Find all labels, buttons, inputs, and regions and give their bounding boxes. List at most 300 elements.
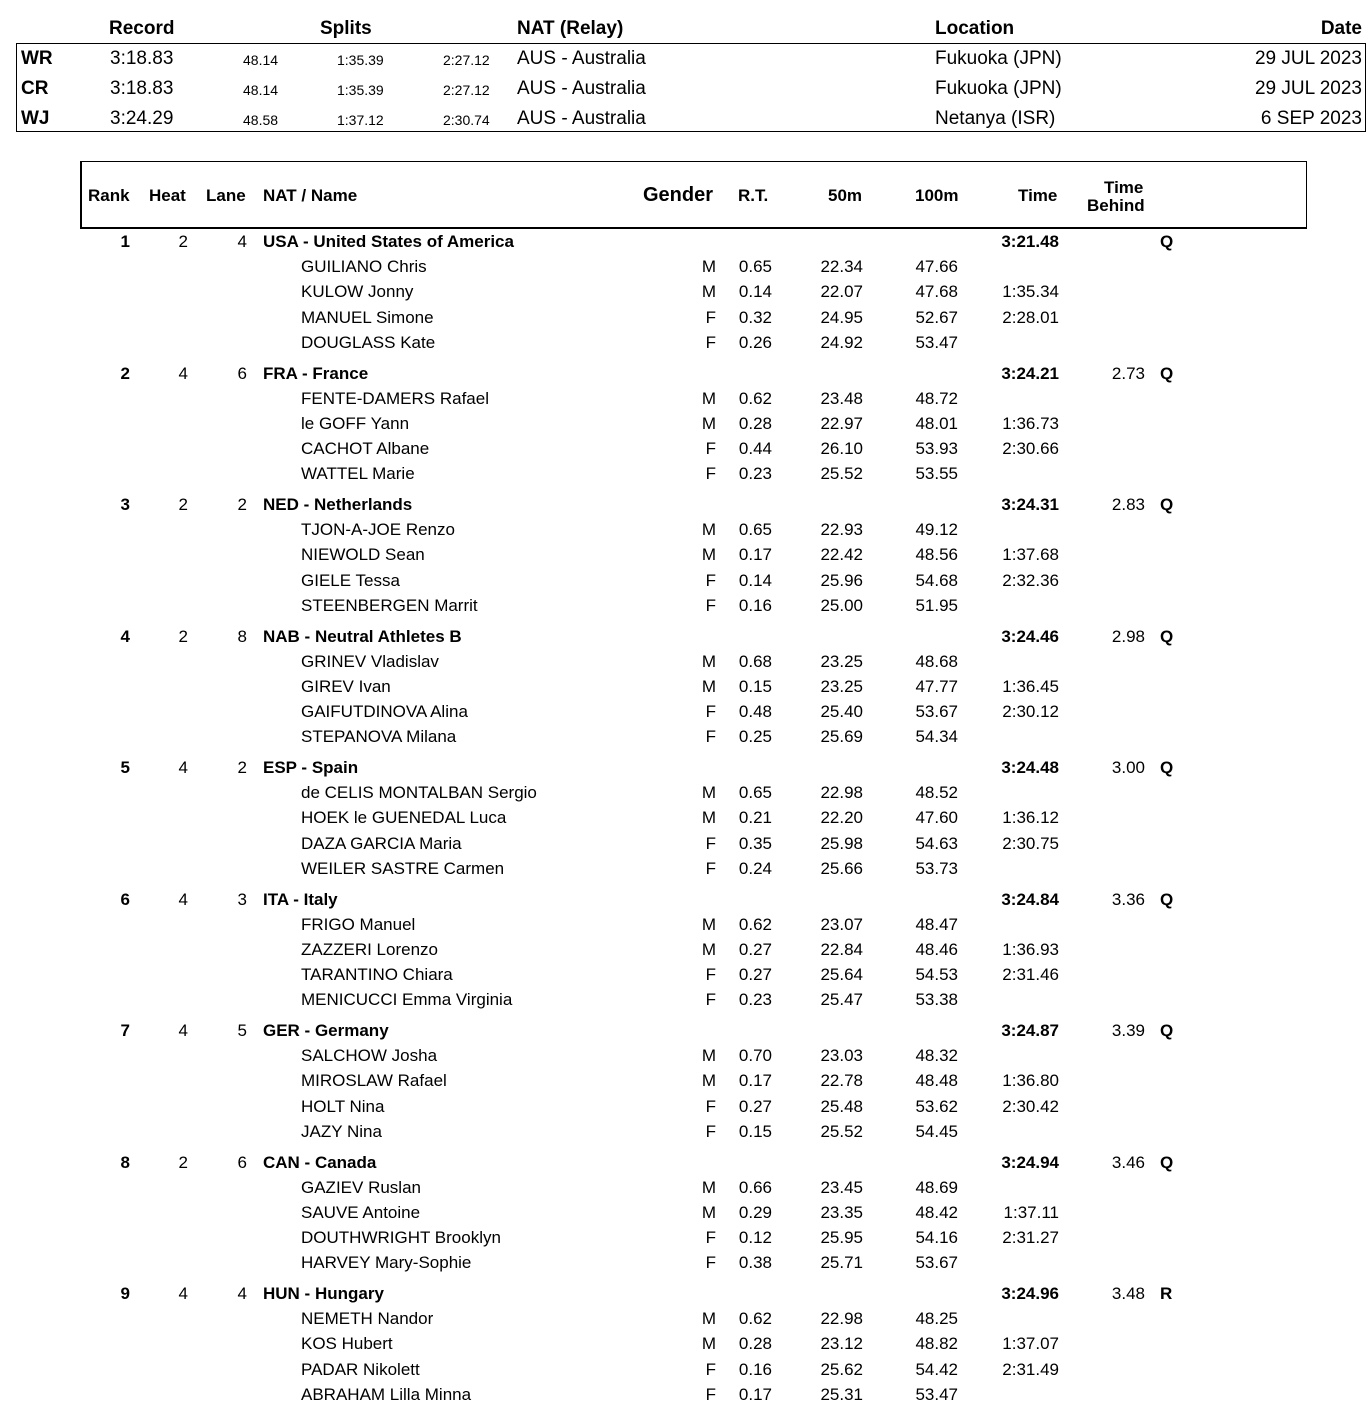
swimmer-row xyxy=(0,677,1370,701)
swimmer-reaction-time: 0.14 xyxy=(738,282,772,302)
record-nat: AUS - Australia xyxy=(517,78,646,99)
swimmer-cumulative-split: 1:35.34 xyxy=(1002,282,1059,302)
team-nat: FRA - France xyxy=(263,363,369,383)
team-row xyxy=(0,758,1370,782)
header-time-behind-line1: Time xyxy=(1104,178,1144,197)
swimmer-gender: M xyxy=(701,1071,716,1091)
swimmer-name: GUILIANO Chris xyxy=(301,257,427,276)
swimmer-gender: F xyxy=(705,1121,716,1141)
team-time: 3:24.84 xyxy=(1001,889,1059,909)
swimmer-100m: 48.82 xyxy=(915,1334,958,1354)
swimmer-row xyxy=(0,1178,1370,1202)
team-row xyxy=(0,1284,1370,1308)
swimmer-cumulative-split: 2:30.66 xyxy=(1002,439,1059,459)
team-nat: USA - United States of America xyxy=(263,232,514,251)
swimmer-reaction-time: 0.24 xyxy=(738,858,772,878)
records-header-date: Date xyxy=(1320,18,1362,39)
swimmer-gender: F xyxy=(705,439,716,459)
swimmer-50m: 25.98 xyxy=(820,833,863,853)
swimmer-cumulative-split: 2:32.36 xyxy=(1002,570,1059,590)
swimmer-name: STEPANOVA Milana xyxy=(301,727,457,747)
team-heat: 4 xyxy=(178,1284,188,1303)
swimmer-cumulative-split: 1:36.93 xyxy=(1002,939,1059,959)
swimmer-50m: 26.10 xyxy=(820,439,863,459)
swimmer-50m: 25.40 xyxy=(820,702,863,722)
swimmer-50m: 23.03 xyxy=(820,1046,863,1065)
swimmer-cumulative-split: 1:36.80 xyxy=(1002,1071,1059,1091)
swimmer-reaction-time: 0.38 xyxy=(738,1253,772,1273)
swimmer-100m: 48.46 xyxy=(915,939,958,959)
swimmer-gender: F xyxy=(705,595,716,615)
team-time: 3:24.94 xyxy=(1001,1152,1059,1172)
swimmer-reaction-time: 0.62 xyxy=(738,1309,772,1328)
swimmer-cumulative-split: 1:36.12 xyxy=(1002,808,1059,828)
header-rank: Rank xyxy=(88,186,130,205)
swimmer-name: HARVEY Mary-Sophie xyxy=(301,1253,472,1273)
swimmer-50m: 22.42 xyxy=(820,545,863,565)
team-time-behind: 3.00 xyxy=(1111,758,1145,777)
swimmer-name: GAIFUTDINOVA Alina xyxy=(301,702,468,722)
team-time-behind: 3.39 xyxy=(1111,1021,1145,1040)
swimmer-reaction-time: 0.27 xyxy=(738,939,772,959)
team-row xyxy=(0,364,1370,388)
records-table xyxy=(16,18,1366,132)
team-time-behind: 2.83 xyxy=(1111,495,1145,514)
swimmer-row xyxy=(0,1309,1370,1333)
swimmer-cumulative-split: 2:28.01 xyxy=(1002,307,1059,327)
swimmer-100m: 54.68 xyxy=(915,570,958,590)
swimmer-cumulative-split: 1:36.45 xyxy=(1002,676,1059,696)
swimmer-row xyxy=(0,1334,1370,1358)
swimmer-100m: 47.68 xyxy=(915,282,958,302)
record-split-3: 2:30.74 xyxy=(443,112,490,128)
swimmer-reaction-time: 0.12 xyxy=(738,1228,772,1248)
team-heat: 2 xyxy=(178,1152,188,1172)
record-location: Netanya (ISR) xyxy=(935,108,1056,129)
swimmer-50m: 23.25 xyxy=(820,676,863,696)
team-block xyxy=(0,623,1370,755)
swimmer-50m: 25.48 xyxy=(820,1096,863,1116)
swimmer-100m: 54.45 xyxy=(915,1121,958,1141)
swimmer-reaction-time: 0.17 xyxy=(738,1384,772,1404)
swimmer-50m: 22.98 xyxy=(820,783,863,802)
swimmer-row xyxy=(0,333,1370,357)
swimmer-100m: 53.62 xyxy=(915,1096,958,1116)
record-split-1: 48.58 xyxy=(243,112,279,128)
swimmer-100m: 53.55 xyxy=(915,464,958,484)
swimmer-row xyxy=(0,520,1370,544)
swimmer-reaction-time: 0.62 xyxy=(738,914,772,934)
swimmer-50m: 24.92 xyxy=(820,332,863,352)
team-time-behind: 2.98 xyxy=(1111,626,1145,646)
team-time: 3:21.48 xyxy=(1001,232,1059,251)
team-nat: CAN - Canada xyxy=(263,1152,377,1172)
team-heat: 2 xyxy=(178,495,188,514)
swimmer-gender: F xyxy=(705,1096,716,1116)
swimmer-100m: 51.95 xyxy=(915,595,958,615)
team-lane: 6 xyxy=(237,1152,247,1172)
swimmer-name: GIREV Ivan xyxy=(301,676,391,696)
record-code: WR xyxy=(21,48,53,69)
swimmer-name: WEILER SASTRE Carmen xyxy=(301,858,505,878)
swimmer-reaction-time: 0.17 xyxy=(738,1071,772,1091)
header-rt: R.T. xyxy=(738,186,769,205)
swimmer-reaction-time: 0.29 xyxy=(738,1202,772,1222)
swimmer-name: MANUEL Simone xyxy=(301,307,434,327)
swimmer-name: KULOW Jonny xyxy=(301,282,414,302)
record-date: 6 SEP 2023 xyxy=(1260,108,1362,129)
team-lane: 8 xyxy=(237,626,247,646)
swimmer-name: de CELIS MONTALBAN Sergio xyxy=(301,783,537,802)
swimmer-reaction-time: 0.17 xyxy=(738,545,772,565)
record-split-1: 48.14 xyxy=(243,52,279,68)
swimmer-row xyxy=(0,439,1370,463)
swimmer-cumulative-split: 2:31.46 xyxy=(1002,965,1059,985)
swimmer-100m: 47.66 xyxy=(915,257,958,276)
team-row xyxy=(0,890,1370,914)
swimmer-100m: 53.38 xyxy=(915,990,958,1010)
swimmer-name: HOLT Nina xyxy=(301,1096,385,1116)
swimmer-50m: 25.31 xyxy=(820,1384,863,1404)
team-rank: 5 xyxy=(120,758,130,777)
swimmer-50m: 22.84 xyxy=(820,939,863,959)
swimmer-50m: 22.97 xyxy=(820,413,863,433)
swimmer-50m: 25.52 xyxy=(820,464,863,484)
swimmer-50m: 23.07 xyxy=(820,914,863,934)
team-time: 3:24.87 xyxy=(1001,1021,1059,1040)
qualification-badge: Q xyxy=(1160,758,1174,777)
swimmer-row xyxy=(0,1253,1370,1277)
swimmer-gender: F xyxy=(705,332,716,352)
swimmer-name: ABRAHAM Lilla Minna xyxy=(301,1384,472,1404)
swimmer-100m: 53.93 xyxy=(915,439,958,459)
record-row xyxy=(16,105,1366,135)
record-nat: AUS - Australia xyxy=(517,48,646,69)
header-heat: Heat xyxy=(149,186,186,205)
swimmer-row xyxy=(0,965,1370,989)
swimmer-row xyxy=(0,571,1370,595)
swimmer-gender: F xyxy=(705,570,716,590)
team-row xyxy=(0,1153,1370,1177)
qualification-badge: Q xyxy=(1160,1021,1174,1040)
team-block xyxy=(0,228,1370,360)
swimmer-name: GAZIEV Ruslan xyxy=(301,1177,421,1197)
swimmer-gender: F xyxy=(705,1228,716,1248)
record-split-2: 1:35.39 xyxy=(337,82,384,98)
team-block xyxy=(0,1280,1370,1412)
swimmer-name: GIELE Tessa xyxy=(301,570,400,590)
qualification-badge: Q xyxy=(1160,232,1174,251)
record-split-2: 1:37.12 xyxy=(337,112,384,128)
swimmer-row xyxy=(0,414,1370,438)
team-rank: 3 xyxy=(120,495,130,514)
swimmer-row xyxy=(0,308,1370,332)
swimmer-reaction-time: 0.48 xyxy=(738,702,772,722)
swimmer-row xyxy=(0,1097,1370,1121)
team-row xyxy=(0,627,1370,651)
swimmer-50m: 25.66 xyxy=(820,858,863,878)
team-lane: 2 xyxy=(237,758,247,777)
swimmer-name: KOS Hubert xyxy=(301,1334,393,1354)
swimmer-reaction-time: 0.28 xyxy=(738,413,772,433)
swimmer-gender: F xyxy=(705,1359,716,1379)
swimmer-50m: 23.45 xyxy=(820,1177,863,1197)
swimmer-reaction-time: 0.26 xyxy=(738,332,772,352)
qualification-badge: Q xyxy=(1160,889,1174,909)
swimmer-row xyxy=(0,389,1370,413)
swimmer-100m: 48.68 xyxy=(915,651,958,671)
team-rank: 1 xyxy=(120,232,130,251)
swimmer-50m: 22.93 xyxy=(820,520,863,539)
swimmer-reaction-time: 0.16 xyxy=(738,1359,772,1379)
swimmer-50m: 24.95 xyxy=(820,307,863,327)
team-time-behind: 3.48 xyxy=(1111,1284,1145,1303)
swimmer-gender: M xyxy=(701,676,716,696)
swimmer-100m: 48.01 xyxy=(915,413,958,433)
swimmer-cumulative-split: 2:30.42 xyxy=(1002,1096,1059,1116)
team-nat: GER - Germany xyxy=(263,1021,389,1040)
swimmer-100m: 53.67 xyxy=(915,1253,958,1273)
swimmer-100m: 48.48 xyxy=(915,1071,958,1091)
swimmer-reaction-time: 0.27 xyxy=(738,1096,772,1116)
swimmer-name: MIROSLAW Rafael xyxy=(301,1071,447,1091)
record-location: Fukuoka (JPN) xyxy=(935,78,1062,99)
swimmer-name: STEENBERGEN Marrit xyxy=(301,595,478,615)
record-code: CR xyxy=(21,78,49,99)
swimmer-reaction-time: 0.21 xyxy=(738,808,772,828)
swimmer-name: TJON-A-JOE Renzo xyxy=(301,520,455,539)
swimmer-gender: M xyxy=(701,1309,716,1328)
swimmer-100m: 47.77 xyxy=(915,676,958,696)
swimmer-row xyxy=(0,1203,1370,1227)
results-column-header xyxy=(80,161,1307,229)
swimmer-50m: 25.62 xyxy=(820,1359,863,1379)
team-rank: 2 xyxy=(120,363,130,383)
header-100m: 100m xyxy=(915,186,959,205)
swimmer-reaction-time: 0.23 xyxy=(738,990,772,1010)
team-time-behind: 3.36 xyxy=(1111,889,1145,909)
swimmer-name: NEMETH Nandor xyxy=(301,1309,434,1328)
swimmer-100m: 48.47 xyxy=(915,914,958,934)
team-heat: 2 xyxy=(178,626,188,646)
record-location: Fukuoka (JPN) xyxy=(935,48,1062,69)
header-nat-name: NAT / Name xyxy=(263,186,358,205)
swimmer-gender: F xyxy=(705,1384,716,1404)
swimmer-reaction-time: 0.44 xyxy=(738,439,772,459)
swimmer-100m: 54.63 xyxy=(915,833,958,853)
swimmer-gender: M xyxy=(701,282,716,302)
swimmer-50m: 22.34 xyxy=(820,257,863,276)
team-block xyxy=(0,1149,1370,1281)
swimmer-reaction-time: 0.16 xyxy=(738,595,772,615)
team-row xyxy=(0,495,1370,519)
swimmer-row xyxy=(0,702,1370,726)
swimmer-50m: 23.35 xyxy=(820,1202,863,1222)
swimmer-name: MENICUCCI Emma Virginia xyxy=(301,990,513,1010)
team-time: 3:24.48 xyxy=(1001,758,1059,777)
record-row xyxy=(16,75,1366,105)
swimmer-100m: 53.73 xyxy=(915,858,958,878)
team-rank: 7 xyxy=(120,1021,130,1040)
swimmer-row xyxy=(0,545,1370,569)
swimmer-100m: 47.60 xyxy=(915,808,958,828)
swimmer-reaction-time: 0.70 xyxy=(738,1046,772,1065)
qualification-badge: Q xyxy=(1160,495,1174,514)
swimmer-gender: F xyxy=(705,307,716,327)
header-time: Time xyxy=(1018,186,1058,205)
records-border-top xyxy=(16,43,1366,44)
record-row xyxy=(16,45,1366,75)
header-time-behind-line2: Behind xyxy=(1087,196,1145,215)
swimmer-gender: F xyxy=(705,833,716,853)
swimmer-gender: F xyxy=(705,702,716,722)
swimmer-row xyxy=(0,783,1370,807)
swimmer-name: GRINEV Vladislav xyxy=(301,651,439,671)
swimmer-row xyxy=(0,1228,1370,1252)
swimmer-name: JAZY Nina xyxy=(301,1121,382,1141)
swimmer-gender: M xyxy=(701,413,716,433)
record-split-2: 1:35.39 xyxy=(337,52,384,68)
swimmer-name: DOUTHWRIGHT Brooklyn xyxy=(301,1228,501,1248)
swimmer-reaction-time: 0.65 xyxy=(738,257,772,276)
qualification-badge: R xyxy=(1160,1284,1173,1303)
swimmer-cumulative-split: 2:30.75 xyxy=(1002,833,1059,853)
swimmer-gender: M xyxy=(701,1202,716,1222)
swimmer-name: FENTE-DAMERS Rafael xyxy=(301,388,489,408)
team-rank: 8 xyxy=(120,1152,130,1172)
team-block xyxy=(0,886,1370,1018)
swimmer-100m: 49.12 xyxy=(915,520,958,539)
swimmer-100m: 54.53 xyxy=(915,965,958,985)
record-time: 3:24.29 xyxy=(110,108,174,129)
team-time: 3:24.21 xyxy=(1001,363,1059,383)
swimmer-gender: M xyxy=(701,651,716,671)
team-nat: HUN - Hungary xyxy=(263,1284,384,1303)
swimmer-reaction-time: 0.35 xyxy=(738,833,772,853)
swimmer-gender: F xyxy=(705,965,716,985)
swimmer-50m: 25.69 xyxy=(820,727,863,747)
swimmer-50m: 22.98 xyxy=(820,1309,863,1328)
swimmer-cumulative-split: 1:37.07 xyxy=(1002,1334,1059,1354)
swimmer-row xyxy=(0,834,1370,858)
header-50m: 50m xyxy=(828,186,863,205)
swimmer-reaction-time: 0.28 xyxy=(738,1334,772,1354)
record-nat: AUS - Australia xyxy=(517,108,646,129)
team-nat: ITA - Italy xyxy=(263,889,338,909)
swimmer-50m: 25.71 xyxy=(820,1253,863,1273)
swimmer-name: DOUGLASS Kate xyxy=(301,332,436,352)
record-time: 3:18.83 xyxy=(110,78,174,99)
team-block xyxy=(0,360,1370,492)
swimmer-name: FRIGO Manuel xyxy=(301,914,416,934)
swimmer-name: ZAZZERI Lorenzo xyxy=(301,939,438,959)
swimmer-50m: 25.47 xyxy=(820,990,863,1010)
swimmer-name: NIEWOLD Sean xyxy=(301,545,425,565)
swimmer-100m: 48.56 xyxy=(915,545,958,565)
header-gender: Gender xyxy=(643,184,714,206)
records-header-splits: Splits xyxy=(320,18,372,39)
swimmer-50m: 22.78 xyxy=(820,1071,863,1091)
swimmer-gender: F xyxy=(705,464,716,484)
swimmer-100m: 48.52 xyxy=(915,783,958,802)
record-split-1: 48.14 xyxy=(243,82,279,98)
record-split-3: 2:27.12 xyxy=(443,52,490,68)
swimmer-50m: 23.48 xyxy=(820,388,863,408)
swimmer-row xyxy=(0,464,1370,488)
swimmer-row xyxy=(0,990,1370,1014)
swimmer-gender: M xyxy=(701,545,716,565)
swimmer-gender: M xyxy=(701,808,716,828)
swimmer-100m: 48.72 xyxy=(915,388,958,408)
record-date: 29 JUL 2023 xyxy=(1254,78,1362,99)
swimmer-100m: 48.32 xyxy=(915,1046,958,1065)
swimmer-100m: 54.34 xyxy=(915,727,958,747)
team-nat: ESP - Spain xyxy=(263,758,359,777)
team-lane: 5 xyxy=(237,1021,247,1040)
header-lane: Lane xyxy=(206,186,246,205)
swimmer-50m: 23.12 xyxy=(820,1334,863,1354)
swimmer-50m: 25.00 xyxy=(820,595,863,615)
team-time-behind: 2.73 xyxy=(1111,363,1145,383)
swimmer-gender: M xyxy=(701,520,716,539)
swimmer-row xyxy=(0,1122,1370,1146)
swimmer-cumulative-split: 1:37.68 xyxy=(1002,545,1059,565)
swimmer-reaction-time: 0.62 xyxy=(738,388,772,408)
swimmer-100m: 53.67 xyxy=(915,702,958,722)
team-lane: 2 xyxy=(237,495,247,514)
swimmer-cumulative-split: 1:37.11 xyxy=(1003,1202,1059,1222)
team-block xyxy=(0,754,1370,886)
swimmer-row xyxy=(0,257,1370,281)
team-lane: 3 xyxy=(237,889,247,909)
swimmer-row xyxy=(0,652,1370,676)
swimmer-row xyxy=(0,1385,1370,1409)
swimmer-cumulative-split: 2:31.49 xyxy=(1002,1359,1059,1379)
swimmer-100m: 48.69 xyxy=(915,1177,958,1197)
results-list xyxy=(0,228,1370,1412)
team-nat: NED - Netherlands xyxy=(263,495,413,514)
record-split-3: 2:27.12 xyxy=(443,82,490,98)
swimmer-gender: M xyxy=(701,783,716,802)
swimmer-gender: M xyxy=(701,1334,716,1354)
team-time-behind: 3.46 xyxy=(1111,1152,1145,1172)
swimmer-name: TARANTINO Chiara xyxy=(301,965,453,985)
swimmer-row xyxy=(0,915,1370,939)
team-heat: 4 xyxy=(178,758,188,777)
swimmer-gender: F xyxy=(705,727,716,747)
swimmer-name: HOEK le GUENEDAL Luca xyxy=(301,808,507,828)
swimmer-reaction-time: 0.68 xyxy=(738,651,772,671)
swimmer-50m: 22.20 xyxy=(820,808,863,828)
swimmer-reaction-time: 0.65 xyxy=(738,783,772,802)
swimmer-name: CACHOT Albane xyxy=(301,439,430,459)
record-time: 3:18.83 xyxy=(110,48,174,69)
team-block xyxy=(0,491,1370,623)
team-time: 3:24.46 xyxy=(1001,626,1059,646)
team-rank: 4 xyxy=(120,626,130,646)
swimmer-row xyxy=(0,1046,1370,1070)
qualification-badge: Q xyxy=(1160,363,1174,383)
team-heat: 4 xyxy=(178,363,188,383)
team-lane: 4 xyxy=(237,232,247,251)
swimmer-gender: F xyxy=(705,1253,716,1273)
swimmer-cumulative-split: 1:36.73 xyxy=(1002,413,1059,433)
swimmer-name: DAZA GARCIA Maria xyxy=(301,833,462,853)
swimmer-gender: M xyxy=(701,1177,716,1197)
swimmer-reaction-time: 0.66 xyxy=(738,1177,772,1197)
swimmer-reaction-time: 0.23 xyxy=(738,464,772,484)
team-rank: 9 xyxy=(120,1284,130,1303)
